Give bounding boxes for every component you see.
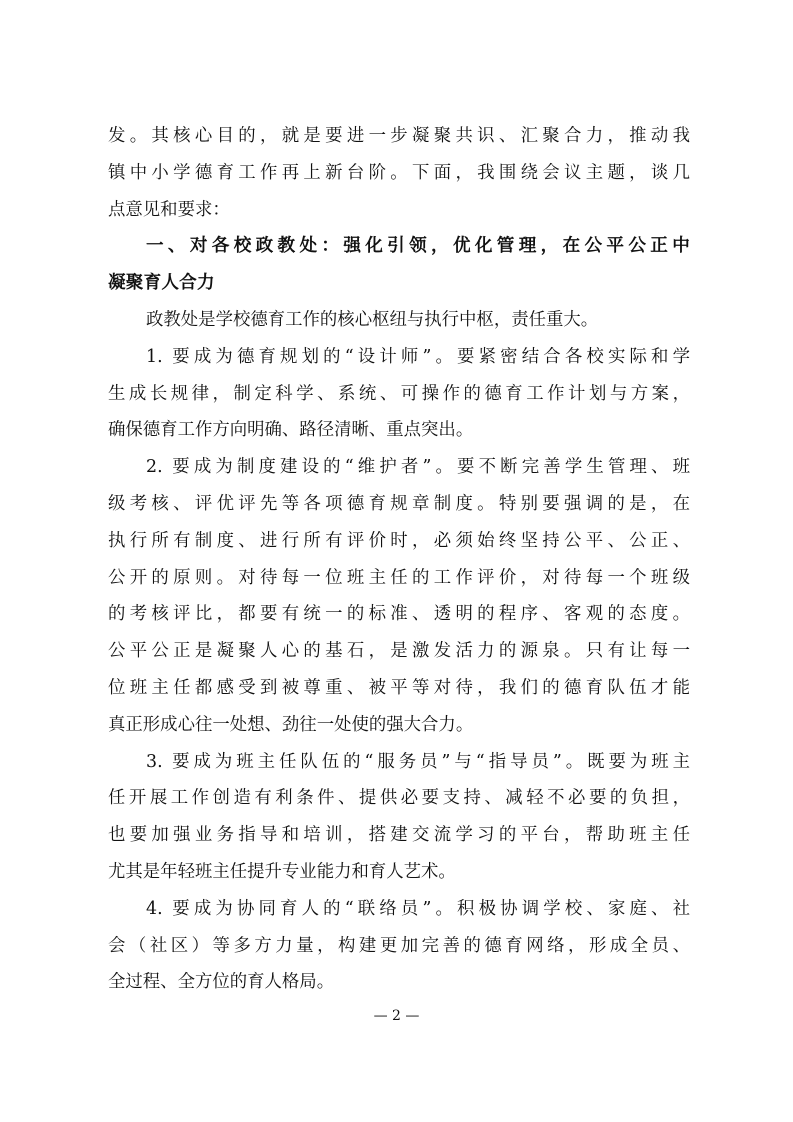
text-line: 公平公正是凝聚人心的基石，是激发活力的源泉。只有让每一: [108, 641, 690, 662]
text-line: 1. 要成为德育规划的“设计师”。要紧密结合各校实际和学: [146, 346, 690, 367]
section-heading: 一、对各校政教处：强化引领，优化管理，在公平公正中: [146, 236, 690, 257]
text-line: 执行所有制度、进行所有评价时，必须始终坚持公平、公正、: [108, 530, 690, 551]
text-line: 发。其核心目的，就是要进一步凝聚共识、汇聚合力，推动我: [108, 126, 690, 146]
text-line: 全过程、全方位的育人格局。: [108, 972, 335, 993]
text-line: 3. 要成为班主任队伍的“服务员”与“指导员”。既要为班主: [146, 751, 690, 772]
text-line: 会（社区）等多方力量，构建更加完善的德育网络，形成全员、: [108, 935, 690, 956]
section-heading: 凝聚育人合力: [108, 273, 215, 294]
text-line: 任开展工作创造有利条件、提供必要支持、减轻不必要的负担，: [108, 788, 690, 809]
text-line: 级考核、评优评先等各项德育规章制度。特别要强调的是，在: [108, 493, 690, 514]
text-line: 4. 要成为协同育人的“联络员”。积极协调学校、家庭、社: [146, 898, 690, 919]
text-line: 确保德育工作方向明确、路径清晰、重点突出。: [108, 420, 474, 441]
text-line: 也要加强业务指导和培训，搭建交流学习的平台，帮助班主任: [108, 825, 690, 846]
text-line: 2. 要成为制度建设的“维护者”。要不断完善学生管理、班: [146, 457, 690, 478]
text-line: 点意见和要求：: [108, 199, 230, 220]
text-line: 镇中小学德育工作再上新台阶。下面，我围绕会议主题，谈几: [108, 162, 690, 183]
text-line: 真正形成心往一处想、劲往一处使的强大合力。: [108, 714, 474, 735]
text-line: 公开的原则。对待每一位班主任的工作评价，对待每一个班级: [108, 567, 690, 588]
text-line: 生成长规律，制定科学、系统、可操作的德育工作计划与方案，: [108, 383, 690, 404]
text-line: 尤其是年轻班主任提升专业能力和育人艺术。: [108, 861, 456, 882]
page-number: — 2 —: [373, 1008, 420, 1024]
text-line: 政教处是学校德育工作的核心枢纽与执行中枢，责任重大。: [146, 309, 599, 330]
text-line: 位班主任都感受到被尊重、被平等对待，我们的德育队伍才能: [108, 677, 690, 698]
text-line: 的考核评比，都要有统一的标准、透明的程序、客观的态度。: [108, 604, 690, 625]
body-text: [108, 118, 690, 1001]
